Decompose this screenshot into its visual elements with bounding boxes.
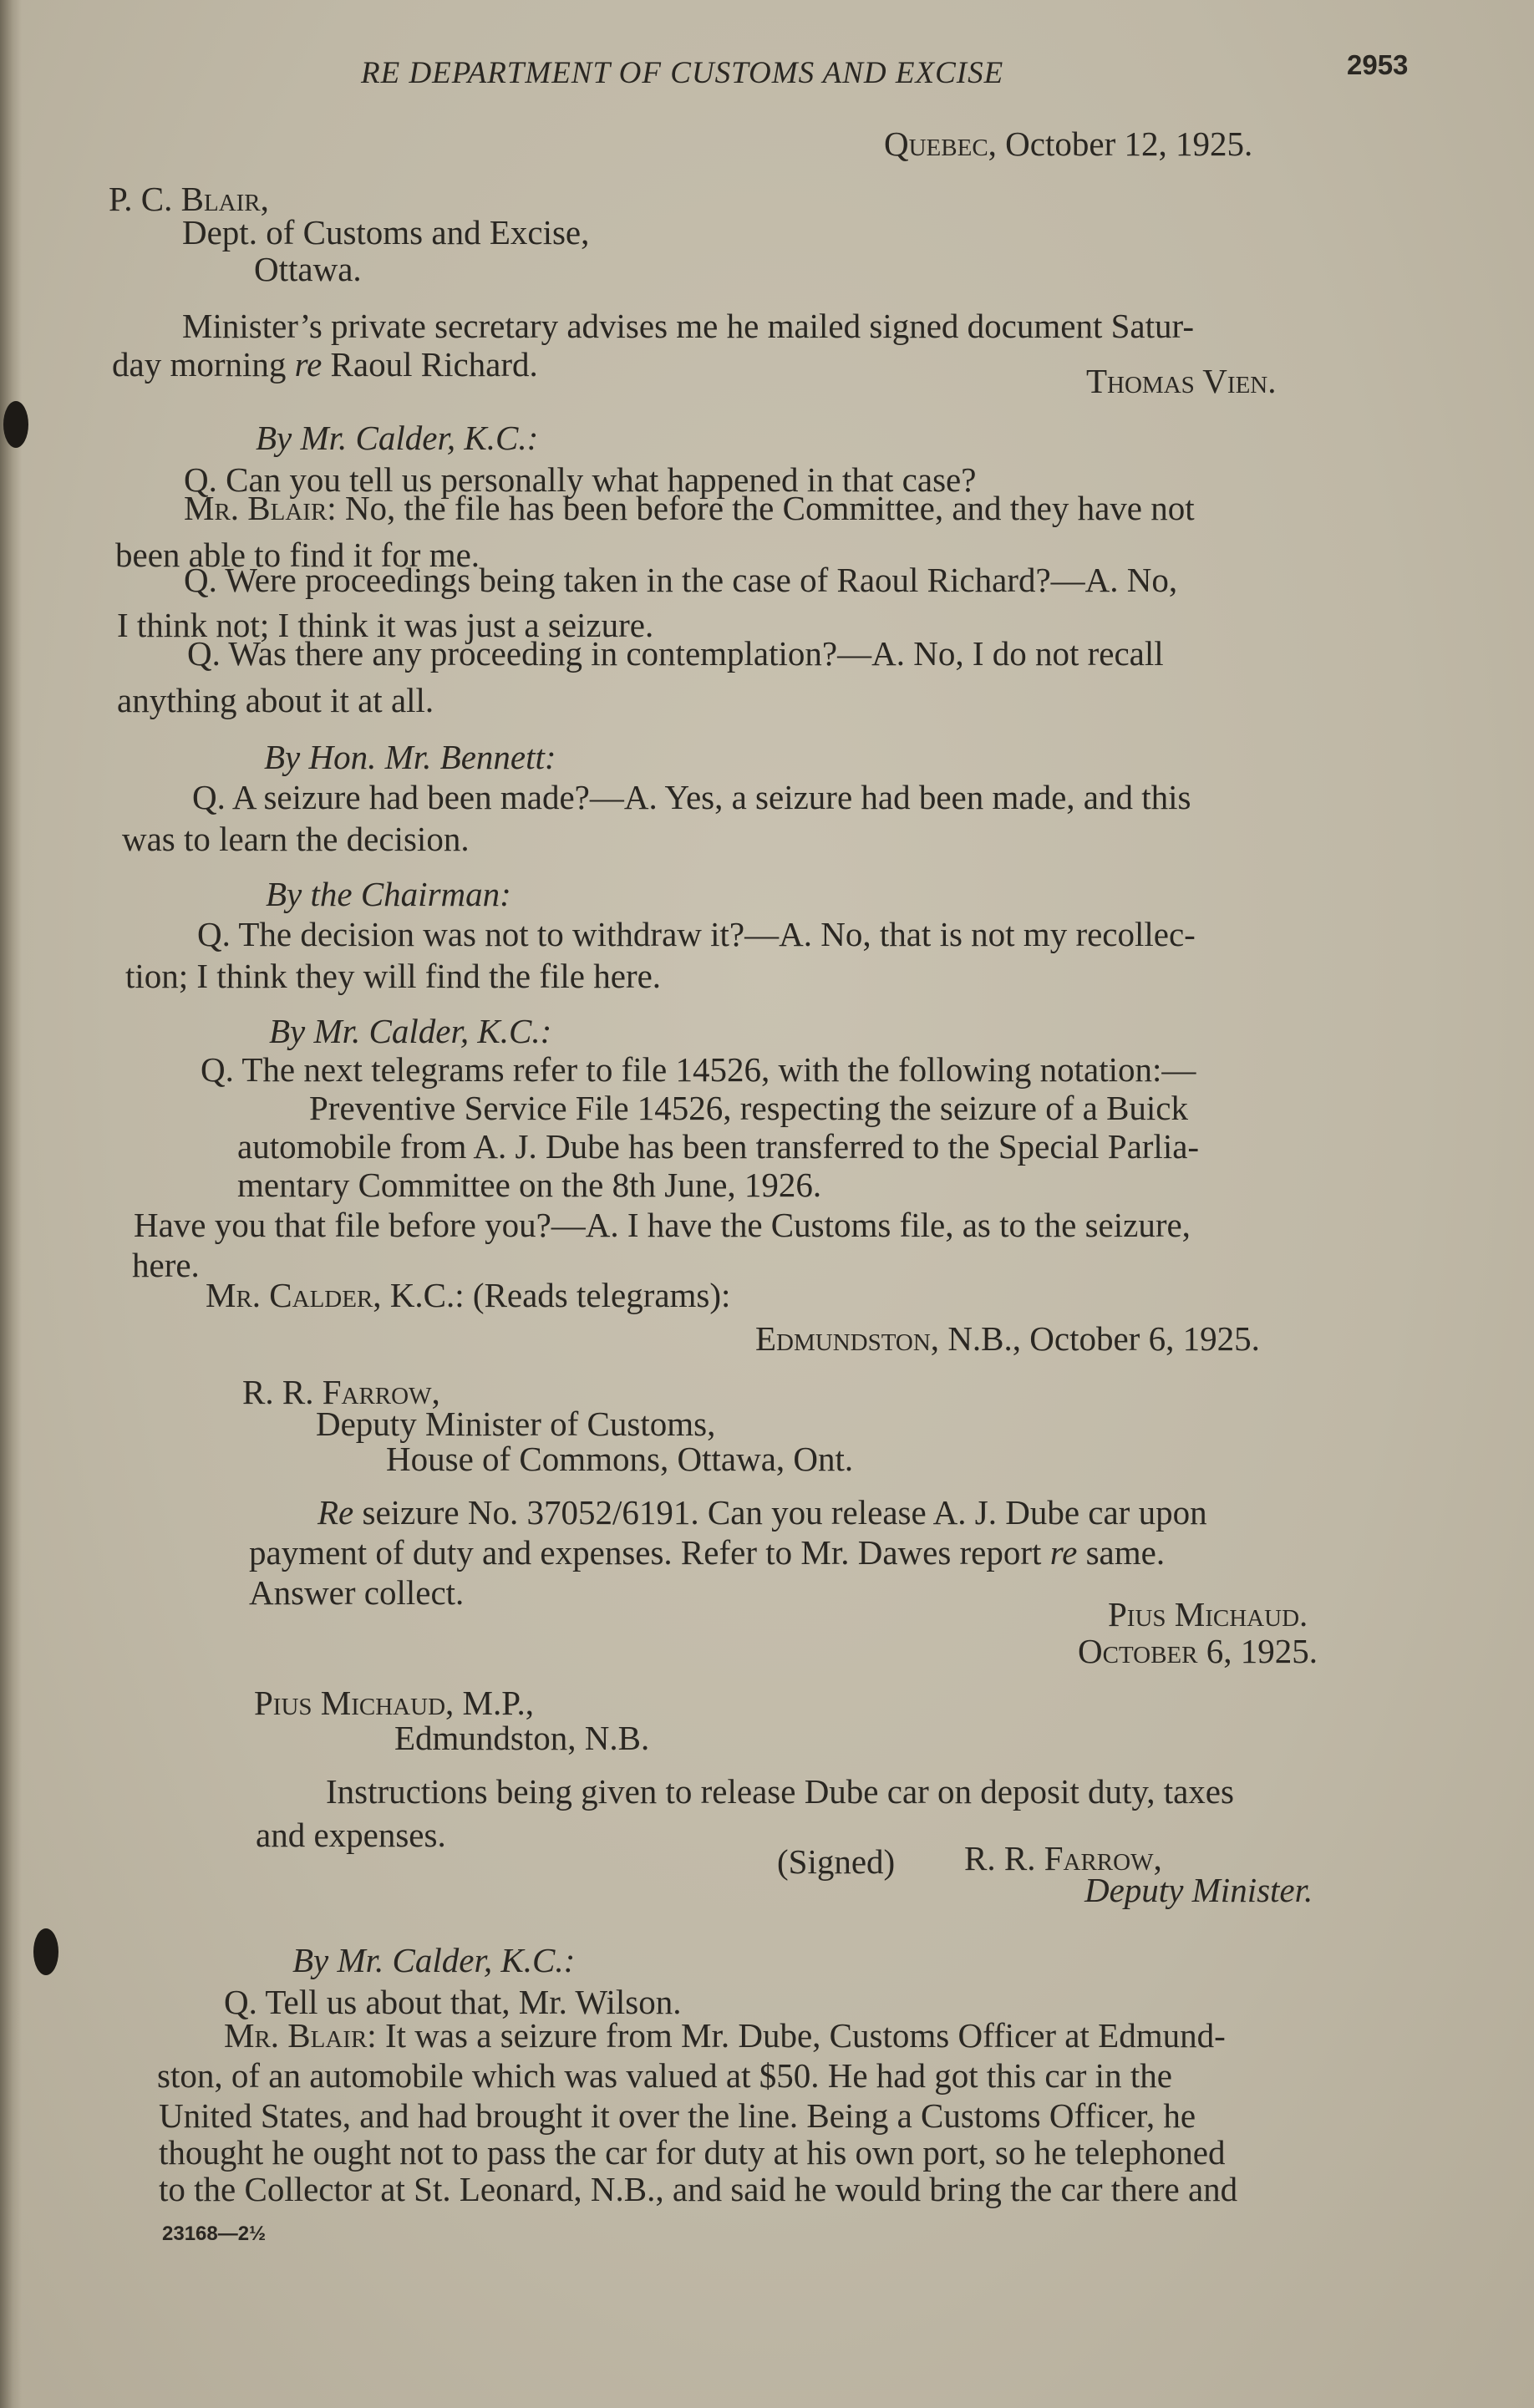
reply-date: October 6, 1925. xyxy=(1078,1632,1318,1670)
telegram-body-line: day morning re Raoul Richard. xyxy=(112,345,538,384)
testimony-line: Mr. Blair: No, the file has been before the Committee, and they have not xyxy=(184,489,1195,527)
telegram-signature: R. R. Farrow, xyxy=(964,1839,1162,1877)
testimony-line: anything about it at all. xyxy=(117,681,434,719)
testimony-line: Q. Was there any proceeding in contemplation?—A. No, I do not recall xyxy=(187,634,1164,673)
quoted-notation-line: automobile from A. J. Dube has been transferred to the Special Parlia- xyxy=(237,1127,1200,1166)
testimony-line: thought he ought not to pass the car for duty at his own port, so he telephoned xyxy=(159,2133,1226,2172)
telegram-body-line: payment of duty and expenses. Refer to Mr. Dawes report re same. xyxy=(249,1533,1166,1572)
binding-edge xyxy=(0,0,22,2408)
telegram-signature: Pius Michaud. xyxy=(1108,1595,1308,1633)
section-speaker: By Hon. Mr. Bennett: xyxy=(264,738,556,776)
testimony-line: United States, and had brought it over the line. Being a Customs Officer, he xyxy=(159,2096,1196,2135)
testimony-line: to the Collector at St. Leonard, N.B., and said he would bring the car there and xyxy=(159,2170,1238,2208)
testimony-line: Q. The next telegrams refer to file 14526, with the following notation:— xyxy=(201,1050,1196,1089)
telegram-dateline: Quebec, October 12, 1925. xyxy=(884,124,1253,163)
testimony-line: Q. A seizure had been made?—A. Yes, a seizure had been made, and this xyxy=(192,778,1191,816)
section-speaker: By the Chairman: xyxy=(266,875,511,913)
testimony-line: Mr. Calder, K.C.: (Reads telegrams): xyxy=(206,1276,731,1314)
telegram-addressee-name: Pius Michaud, M.P., xyxy=(254,1684,534,1722)
telegram-addressee-name: P. C. Blair, xyxy=(109,180,269,218)
telegram-addressee-line: House of Commons, Ottawa, Ont. xyxy=(386,1440,854,1478)
testimony-line: been able to find it for me. xyxy=(115,536,480,574)
testimony-line: ston, of an automobile which was valued at $50. He had got this car in the xyxy=(157,2056,1172,2095)
telegram-body-line: Re seizure No. 37052/6191. Can you release A. J. Dube car upon xyxy=(317,1493,1207,1532)
telegram-addressee-line: Ottawa. xyxy=(254,250,362,288)
quoted-notation-line: mentary Committee on the 8th June, 1926. xyxy=(237,1166,822,1204)
telegram-body-line: Minister’s private secretary advises me he mailed signed document Satur- xyxy=(182,307,1194,345)
punch-hole xyxy=(33,1928,58,1975)
telegram-signature: Thomas Vien. xyxy=(1086,362,1277,400)
testimony-line: Mr. Blair: It was a seizure from Mr. Dube, Customs Officer at Edmund- xyxy=(224,2016,1226,2055)
section-speaker: By Mr. Calder, K.C.: xyxy=(292,1941,576,1979)
testimony-line: Q. Tell us about that, Mr. Wilson. xyxy=(224,1983,682,2021)
punch-hole xyxy=(3,401,28,448)
testimony-line: here. xyxy=(132,1246,200,1284)
running-title: RE DEPARTMENT OF CUSTOMS AND EXCISE xyxy=(361,56,1004,90)
section-speaker: By Mr. Calder, K.C.: xyxy=(269,1012,552,1050)
signature-title: Deputy Minister. xyxy=(1084,1871,1313,1909)
testimony-line: I think not; I think it was just a seizure. xyxy=(117,606,654,644)
testimony-line: Have you that file before you?—A. I have the Customs file, as to the seizure, xyxy=(134,1206,1191,1244)
testimony-line: Q. Were proceedings being taken in the case of Raoul Richard?—A. No, xyxy=(184,561,1178,599)
telegram-dateline: Edmundston, N.B., October 6, 1925. xyxy=(755,1319,1260,1358)
page-number: 2953 xyxy=(1347,49,1409,80)
testimony-line: was to learn the decision. xyxy=(122,820,470,858)
testimony-line: tion; I think they will find the file here. xyxy=(125,957,662,995)
telegram-body-line: Instructions being given to release Dube car on deposit duty, taxes xyxy=(326,1772,1234,1811)
testimony-line: Q. The decision was not to withdraw it?—A. No, that is not my recollec- xyxy=(197,915,1196,953)
telegram-addressee-line: Dept. of Customs and Excise, xyxy=(182,213,590,251)
quoted-notation-line: Preventive Service File 14526, respecting the seizure of a Buick xyxy=(309,1089,1189,1127)
section-speaker: By Mr. Calder, K.C.: xyxy=(256,419,539,457)
testimony-line: Q. Can you tell us personally what happened in that case? xyxy=(184,460,977,499)
telegram-addressee-line: Edmundston, N.B. xyxy=(394,1719,650,1757)
signature-mark: 23168—2½ xyxy=(162,2223,267,2245)
telegram-addressee-line: Deputy Minister of Customs, xyxy=(316,1405,716,1443)
telegram-body-line: Answer collect. xyxy=(249,1573,465,1612)
telegram-body-line: and expenses. xyxy=(256,1816,446,1854)
signed-label: (Signed) xyxy=(777,1842,896,1881)
telegram-addressee-name: R. R. Farrow, xyxy=(242,1373,440,1411)
